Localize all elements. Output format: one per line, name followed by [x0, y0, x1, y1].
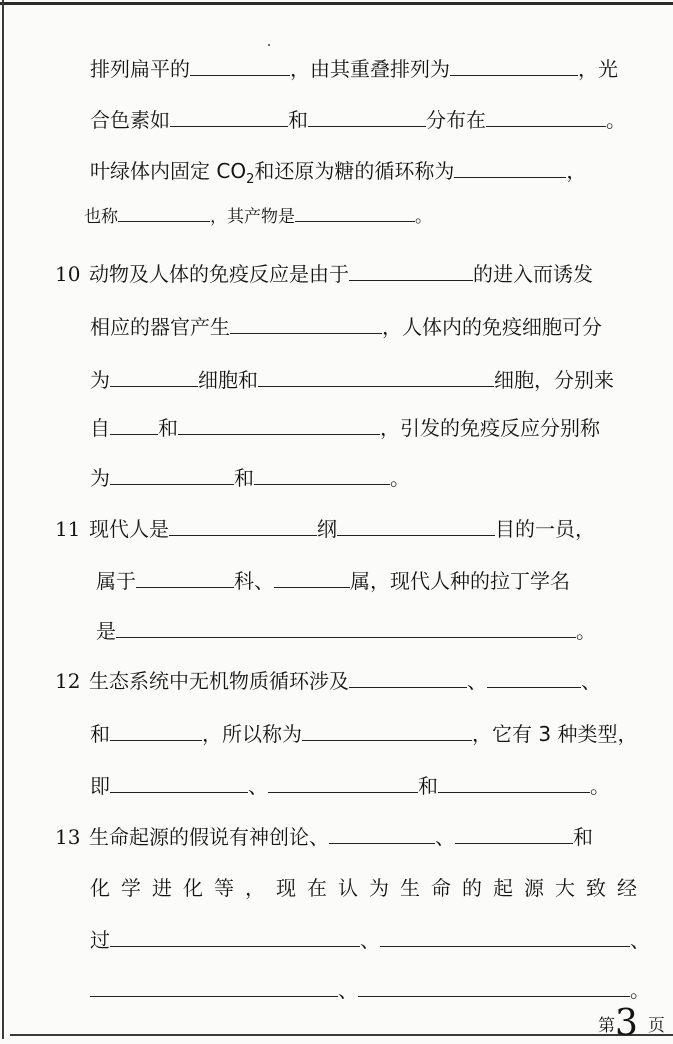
answer-blank[interactable] — [274, 569, 350, 588]
q10-line-2: 相应的器官产生 ，人体内的免疫细胞可分 — [90, 315, 602, 339]
answer-blank[interactable] — [295, 206, 415, 222]
q12-line-1: 12 生态系统中无机物质循环涉及 、 、 — [55, 669, 601, 693]
answer-blank[interactable] — [230, 315, 382, 334]
answer-blank[interactable] — [349, 262, 473, 281]
q13-line-2: 化学进化等，现在认为生命的起源大致经 — [90, 876, 648, 900]
answer-blank[interactable] — [90, 978, 338, 997]
q9-line-1: 排列扁平的 ，由其重叠排列为 ，光 — [90, 57, 618, 81]
answer-blank[interactable] — [358, 978, 630, 997]
answer-blank[interactable] — [190, 57, 290, 76]
answer-blank[interactable] — [110, 928, 360, 947]
answer-blank[interactable] — [136, 569, 234, 588]
answer-blank[interactable] — [110, 774, 248, 793]
page-border-bottom — [10, 1034, 673, 1036]
q11-line-2: 属于 科、 属，现代人种的拉丁学名 — [96, 569, 570, 593]
answer-blank[interactable] — [116, 619, 576, 638]
q12-line-2: 和 ，所以称为 ，它有 3 种类型， — [90, 722, 638, 746]
answer-blank[interactable] — [380, 928, 630, 947]
answer-blank[interactable] — [258, 368, 494, 387]
answer-blank[interactable] — [438, 774, 590, 793]
q12-line-3: 即 、 和 。 — [90, 774, 610, 798]
answer-blank[interactable] — [268, 774, 418, 793]
q9-line-2: 合色素如 和 分布在 。 — [90, 108, 626, 132]
q10-line-5: 为 和 。 — [90, 466, 410, 490]
page-border-top — [0, 2, 673, 5]
q9-line-4: 也称 ，其产物是 。 — [84, 207, 432, 227]
answer-blank[interactable] — [170, 108, 288, 127]
answer-blank[interactable] — [110, 416, 158, 435]
answer-blank[interactable] — [110, 466, 234, 485]
answer-blank[interactable] — [178, 416, 380, 435]
q9-line-3: 叶绿体内固定 $CO_2$和还原为糖的循环称为 ， — [90, 159, 587, 187]
answer-blank[interactable] — [455, 825, 573, 844]
q13-line-4: 、 。 — [90, 976, 650, 1004]
answer-blank[interactable] — [110, 722, 202, 741]
answer-blank[interactable] — [254, 466, 390, 485]
scan-speck — [268, 44, 270, 46]
question-number: 10 — [55, 262, 81, 286]
answer-blank[interactable] — [486, 108, 606, 127]
answer-blank[interactable] — [329, 825, 435, 844]
q10-line-3: 为 细胞和 细胞，分别来 — [90, 368, 614, 392]
answer-blank[interactable] — [118, 206, 210, 222]
answer-blank[interactable] — [169, 517, 317, 536]
answer-blank[interactable] — [337, 517, 495, 536]
question-number: 13 — [55, 825, 81, 849]
q10-line-1: 10 动物及人体的免疫反应是由于 的进入而诱发 — [55, 262, 593, 286]
q11-line-3: 是 。 — [96, 619, 596, 643]
answer-blank[interactable] — [302, 722, 472, 741]
answer-blank[interactable] — [308, 108, 426, 127]
answer-blank[interactable] — [487, 669, 581, 688]
answer-blank[interactable] — [349, 669, 467, 688]
q11-line-1: 11 现代人是 纲 目的一员， — [55, 517, 595, 541]
q13-line-3: 过 、 、 — [90, 928, 650, 952]
answer-blank[interactable] — [454, 159, 566, 178]
page-number: 第3 页 — [598, 1003, 665, 1044]
answer-blank[interactable] — [450, 57, 578, 76]
page-border-left — [2, 0, 4, 1039]
q13-line-1: 13 生命起源的假说有神创论、 、 和 — [55, 825, 593, 849]
question-number: 12 — [55, 669, 81, 693]
question-number: 11 — [55, 517, 81, 541]
answer-blank[interactable] — [110, 368, 198, 387]
q10-line-4: 自 和 ，引发的免疫反应分别称 — [90, 416, 600, 440]
